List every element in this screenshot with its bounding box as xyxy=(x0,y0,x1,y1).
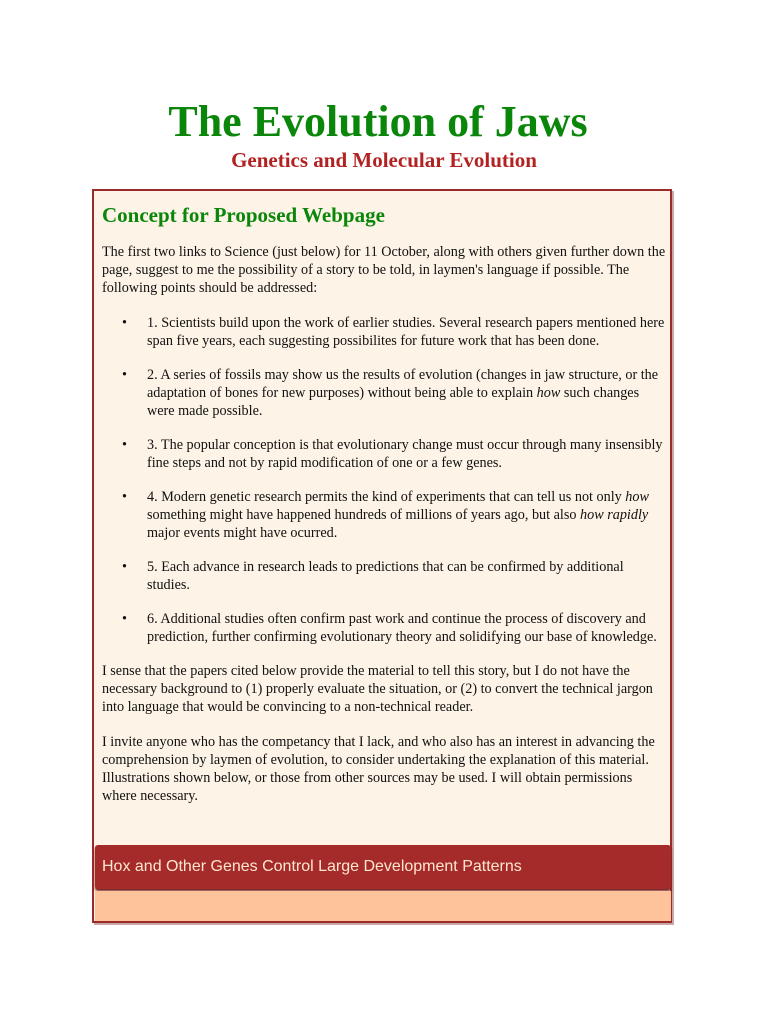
concept-panel xyxy=(92,189,672,923)
bullet-icon: • xyxy=(122,489,127,505)
point-text: 2. A series of fossils may show us the results of evolution (changes in jaw structure, or the adaptation of bones for new purposes) without being able to explain xyxy=(147,367,659,401)
point-text: major events might have ocurred. xyxy=(147,525,338,541)
bullet-icon: • xyxy=(122,559,127,575)
bullet-icon: • xyxy=(122,611,127,627)
point-emphasis: how xyxy=(536,385,561,401)
list-item xyxy=(102,558,668,594)
point-emphasis: how rapidly xyxy=(580,507,649,523)
page-subtitle: Genetics and Molecular Evolution xyxy=(231,148,537,172)
list-item xyxy=(102,314,668,350)
points-list xyxy=(102,314,668,646)
list-item xyxy=(102,436,668,472)
point-emphasis: how xyxy=(625,489,649,505)
background-paragraph: I sense that the papers cited below provide the material to tell this story, but I do not have the necessary background to (1) properly evaluate the situation, or (2) to convert the technical jargon into language that would be convincing to a non-technical reader. xyxy=(102,663,653,715)
point-text: 1. Scientists build upon the work of earlier studies. Several research papers mentioned here span five years, each suggesting possibilites for future work that has been done. xyxy=(147,315,665,349)
point-text: 4. Modern genetic research permits the kind of experiments that can tell us not only xyxy=(147,489,626,505)
list-item xyxy=(102,488,668,542)
section-header-hox-genes[interactable] xyxy=(95,845,671,889)
section-content-area xyxy=(95,891,671,921)
panel-heading: Concept for Proposed Webpage xyxy=(102,203,385,227)
bullet-icon: • xyxy=(122,437,127,453)
bullet-icon: • xyxy=(122,367,127,383)
point-text: 6. Additional studies often confirm past work and continue the process of discovery and prediction, further confirming evolutionary theory and solidifying our base of knowledge. xyxy=(147,611,657,645)
point-text: 3. The popular conception is that evolutionary change must occur through many insensibly fine steps and not by rapid modification of one or a few genes. xyxy=(147,437,663,471)
list-item xyxy=(102,366,668,420)
page-title: The Evolution of Jaws xyxy=(168,97,588,146)
bullet-icon: • xyxy=(122,315,127,331)
section-header-label: Hox and Other Genes Control Large Development Patterns xyxy=(102,858,522,875)
point-text: something might have happened hundreds of millions of years ago, but also xyxy=(147,507,581,523)
invitation-paragraph: I invite anyone who has the competancy that I lack, and who also has an interest in advancing the comprehension by laymen of evolution, to consider undertaking the explanation of this material. Illustrations shown below, or those from other sources may be used. I will obtain permissions where necessary. xyxy=(102,734,655,804)
panel-body xyxy=(102,243,668,822)
list-item xyxy=(102,610,668,646)
intro-paragraph: The first two links to Science (just below) for 11 October, along with others given further down the page, suggest to me the possibility of a story to be told, in laymen's language if possible. The following points should be addressed: xyxy=(102,244,666,296)
point-text: 5. Each advance in research leads to predictions that can be confirmed by additional studies. xyxy=(147,559,624,593)
point-text: such changes were made possible. xyxy=(147,385,640,419)
